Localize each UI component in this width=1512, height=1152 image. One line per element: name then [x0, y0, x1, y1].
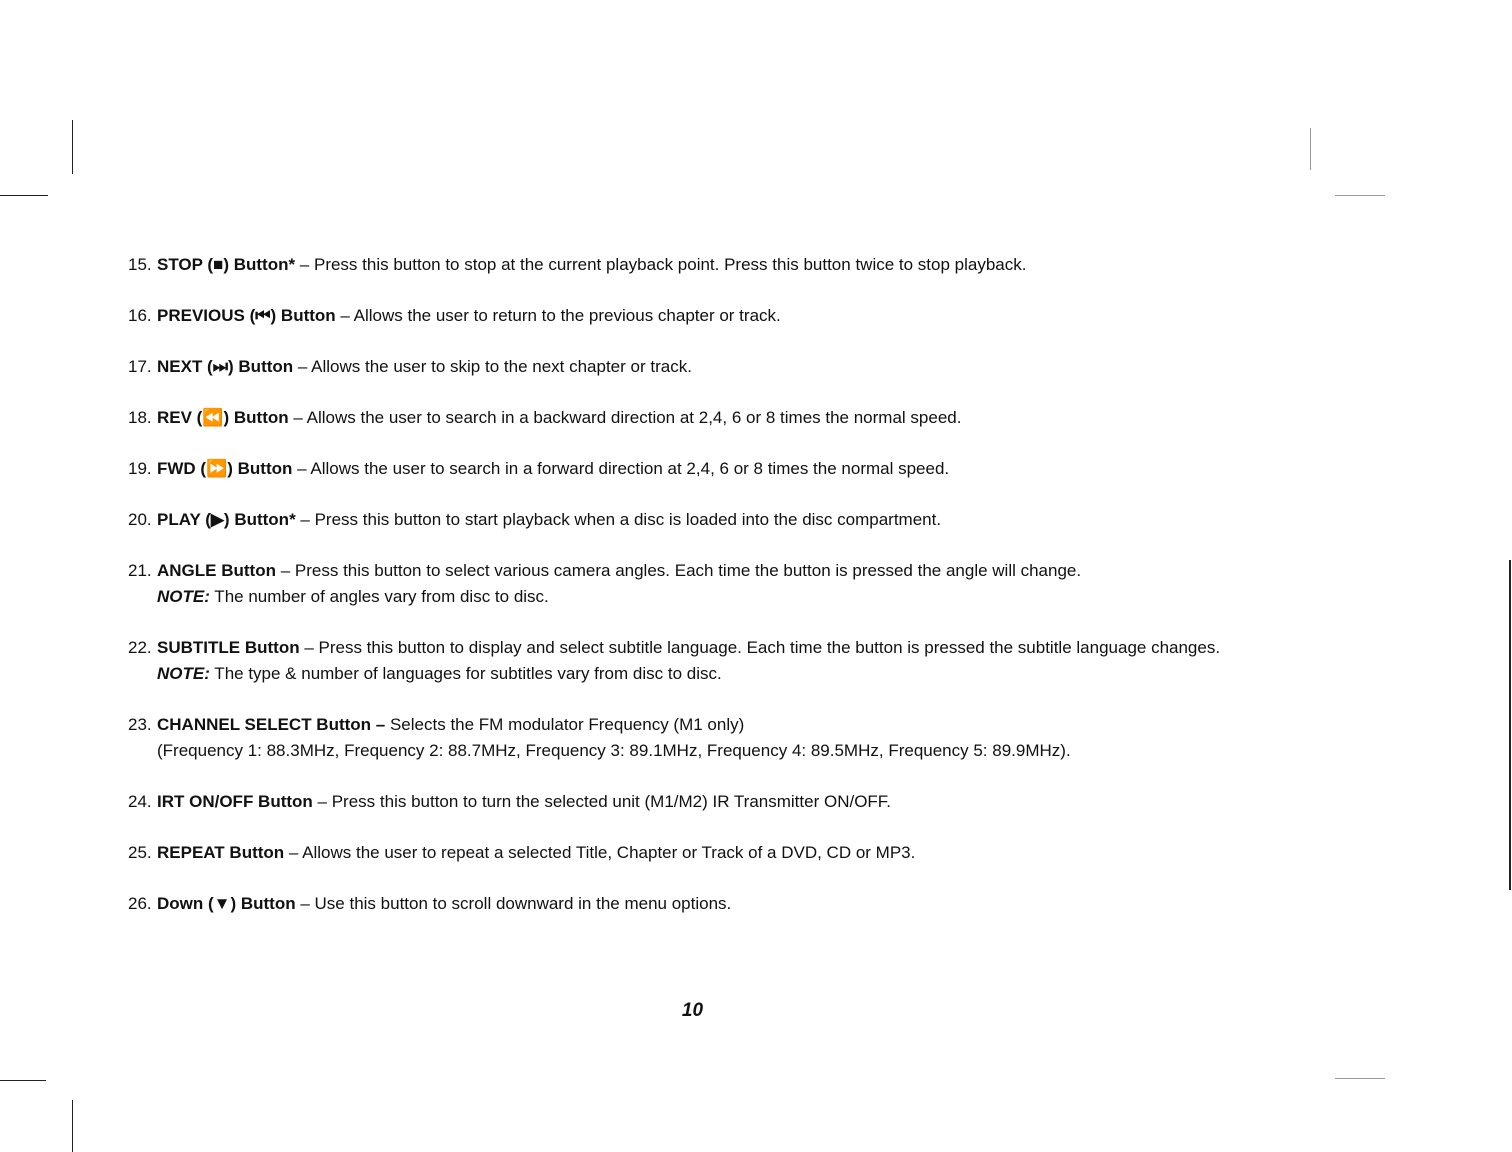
item-text: Selects the FM modulator Frequency (M1 only): [385, 715, 745, 734]
item-number: 23.: [128, 715, 152, 734]
item-title: ANGLE Button: [157, 561, 276, 580]
item-number: 26.: [128, 894, 152, 913]
item-number: 19.: [128, 459, 152, 478]
item-title: Down (▼) Button: [157, 894, 296, 913]
item-number: 24.: [128, 792, 152, 811]
item-title: PLAY (▶) Button*: [157, 510, 296, 529]
crop-mark-bottom-left-vertical: [72, 1100, 73, 1152]
item-title: IRT ON/OFF Button: [157, 792, 313, 811]
item-title: STOP (■) Button*: [157, 255, 296, 274]
list-item: [128, 789, 1308, 815]
list-item: [128, 456, 1308, 482]
list-item: [128, 303, 1308, 329]
crop-mark-top-right-vertical: [1310, 128, 1311, 170]
list-item: [128, 252, 1308, 278]
crop-mark-bottom-left-horizontal: [0, 1080, 46, 1081]
item-text: – Press this button to turn the selected unit (M1/M2) IR Transmitter ON/OFF.: [312, 792, 892, 811]
item-title: REV (⏪) Button: [157, 408, 289, 427]
item-text: – Allows the user to repeat a selected Title, Chapter or Track of a DVD, CD or MP3.: [284, 843, 916, 862]
item-text: – Use this button to scroll downward in the menu options.: [295, 894, 732, 913]
item-text: – Press this button to stop at the current playback point. Press this button twice to stop playback.: [295, 255, 1027, 274]
item-number: 18.: [128, 408, 152, 427]
item-number: 25.: [128, 843, 152, 862]
list-item: [128, 558, 1308, 610]
crop-mark-bottom-right-horizontal: [1335, 1078, 1385, 1079]
item-title: CHANNEL SELECT Button –: [157, 715, 386, 734]
item-text: – Press this button to select various camera angles. Each time the button is pressed the angle will change.: [275, 561, 1082, 580]
item-title: PREVIOUS (⏮) Button: [157, 306, 336, 325]
list-item: [128, 405, 1308, 431]
crop-mark-top-left-horizontal: [0, 195, 48, 196]
list-item: [128, 635, 1308, 687]
right-edge-line: [1509, 560, 1511, 890]
item-title: FWD (⏩) Button: [157, 459, 293, 478]
button-description-list: [128, 252, 1308, 942]
item-text: – Allows the user to return to the previous chapter or track.: [335, 306, 781, 325]
note-label: NOTE:: [157, 664, 210, 683]
item-note: [157, 661, 1308, 687]
item-title: NEXT (⏭) Button: [157, 357, 294, 376]
item-text: – Allows the user to search in a backward direction at 2,4, 6 or 8 times the normal speed.: [288, 408, 962, 427]
list-item: [128, 507, 1308, 533]
item-number: 20.: [128, 510, 152, 529]
item-number: 22.: [128, 638, 152, 657]
list-item: [128, 354, 1308, 380]
item-text: – Press this button to start playback when a disc is loaded into the disc compartment.: [295, 510, 942, 529]
note-label: NOTE:: [157, 587, 210, 606]
item-text: – Press this button to display and select subtitle language. Each time the button is pressed the subtitle language changes.: [299, 638, 1221, 657]
item-text: – Allows the user to skip to the next chapter or track.: [293, 357, 692, 376]
note-text: The number of angles vary from disc to disc.: [209, 587, 549, 606]
item-title: REPEAT Button: [157, 843, 285, 862]
frequency-list: (Frequency 1: 88.3MHz, Frequency 2: 88.7MHz, Frequency 3: 89.1MHz, Frequency 4: 89.5MHz, Frequency 5: 89.9MHz).: [157, 741, 1071, 760]
list-item: [128, 840, 1308, 866]
item-number: 17.: [128, 357, 152, 376]
item-number: 21.: [128, 561, 152, 580]
crop-mark-top-right-horizontal: [1335, 195, 1385, 196]
page-number: 10: [681, 1000, 704, 1021]
item-title: SUBTITLE Button: [157, 638, 300, 657]
crop-mark-top-left-vertical: [72, 120, 73, 174]
item-number: 16.: [128, 306, 152, 325]
list-item: [128, 712, 1308, 764]
item-number: 15.: [128, 255, 152, 274]
item-note: [157, 584, 1308, 610]
item-text: – Allows the user to search in a forward direction at 2,4, 6 or 8 times the normal speed.: [292, 459, 950, 478]
note-text: The type & number of languages for subtitles vary from disc to disc.: [209, 664, 722, 683]
list-item: [128, 891, 1308, 917]
